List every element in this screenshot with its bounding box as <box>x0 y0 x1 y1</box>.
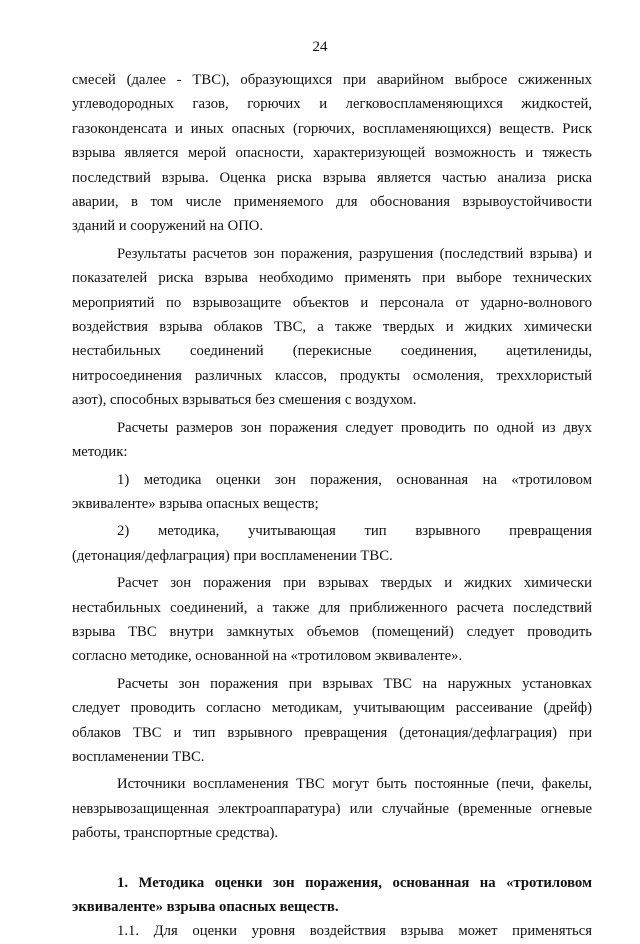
text-line: эквиваленте» взрыва опасных веществ; <box>72 495 319 512</box>
text-line: 2) методика, учитывающая тип взрывного превращения <box>117 523 592 540</box>
text-line: воздействия взрыва облаков ТВС, а также твердых и жидких химически <box>72 319 592 336</box>
text-line: углеводородных газов, горючих и легковоспламеняющихся жидкостей, <box>72 96 592 113</box>
text-line: Расчет зон поражения при взрывах твердых и жидких химически <box>117 575 592 592</box>
paragraph-4 <box>72 571 592 669</box>
text-line: невзрывозащищенная электроаппаратура) или случайные (временные огневые <box>72 800 592 817</box>
list-item-2 <box>72 519 592 568</box>
paragraph-5 <box>72 672 592 770</box>
text-line: взрыва ТВС внутри замкнутых объемов (помещений) следует проводить <box>72 623 592 640</box>
paragraph-3 <box>72 416 592 465</box>
text-line: мероприятий по взрывозащите объектов и персонала от ударно-волнового <box>72 294 592 311</box>
heading-line: 1. Методика оценки зон поражения, основанная на «тротиловом <box>117 874 592 891</box>
text-line: 1.1. Для оценки уровня воздействия взрыва может применяться <box>117 923 592 940</box>
text-line: нестабильных соединений, а также для приближенного расчета последствий <box>72 599 592 616</box>
text-line: облаков ТВС и тип взрывного превращения (детонация/дефлаграция) при <box>72 724 592 741</box>
heading-line: эквиваленте» взрыва опасных веществ. <box>72 899 339 915</box>
page-number: 24 <box>312 39 328 55</box>
paragraph-1 <box>72 68 592 239</box>
text-line: воспламенении ТВС. <box>72 748 205 765</box>
page-content <box>72 68 592 944</box>
text-line: Источники воспламенения ТВС могут быть постоянные (печи, факелы, <box>117 776 592 793</box>
text-line: аварии, в том числе применяемого для обоснования взрывоустойчивости <box>72 194 592 211</box>
text-line: нестабильных соединений (перекисные соединения, ацетилениды, <box>72 343 592 360</box>
text-line: нитросоединения различных классов, продукты осмоления, треххлористый <box>72 367 592 384</box>
paragraph-6 <box>72 772 592 845</box>
text-line: согласно методике, основанной на «тротиловом эквиваленте». <box>72 648 463 665</box>
text-line: газоконденсата и иных опасных (горючих, воспламеняющихся) веществ. Риск <box>72 120 592 137</box>
list-item-1 <box>72 468 592 517</box>
text-line: методик: <box>72 444 128 461</box>
text-line: показателей риска взрыва необходимо применять при выборе технических <box>72 270 592 287</box>
text-line: зданий и сооружений на ОПО. <box>72 218 264 235</box>
text-line: (детонация/дефлаграция) при воспламенении ТВС. <box>72 547 393 564</box>
text-line: Результаты расчетов зон поражения, разрушения (последствий взрыва) и <box>117 245 592 262</box>
paragraph-7 <box>72 919 592 943</box>
text-line: Расчеты зон поражения при взрывах ТВС на наружных установках <box>117 675 592 692</box>
text-line: Расчеты размеров зон поражения следует проводить по одной из двух <box>117 419 592 436</box>
text-line: следует проводить согласно методикам, учитывающим рассеивание (дрейф) <box>72 700 592 717</box>
text-line: азот), способных взрываться без смешения с воздухом. <box>72 392 417 409</box>
text-line: работы, транспортные средства). <box>72 825 279 842</box>
section-heading <box>72 871 592 920</box>
text-line: смесей (далее - ТВС), образующихся при аварийном выбросе сжиженных <box>72 72 592 88</box>
text-line: 1) методика оценки зон поражения, основанная на «тротиловом <box>117 471 592 488</box>
text-line: взрыва является мерой опасности, характеризующей возможность и тяжесть <box>72 145 592 162</box>
paragraph-2 <box>72 242 592 413</box>
text-line: последствий взрыва. Оценка риска взрыва является частью анализа риска <box>72 169 592 186</box>
